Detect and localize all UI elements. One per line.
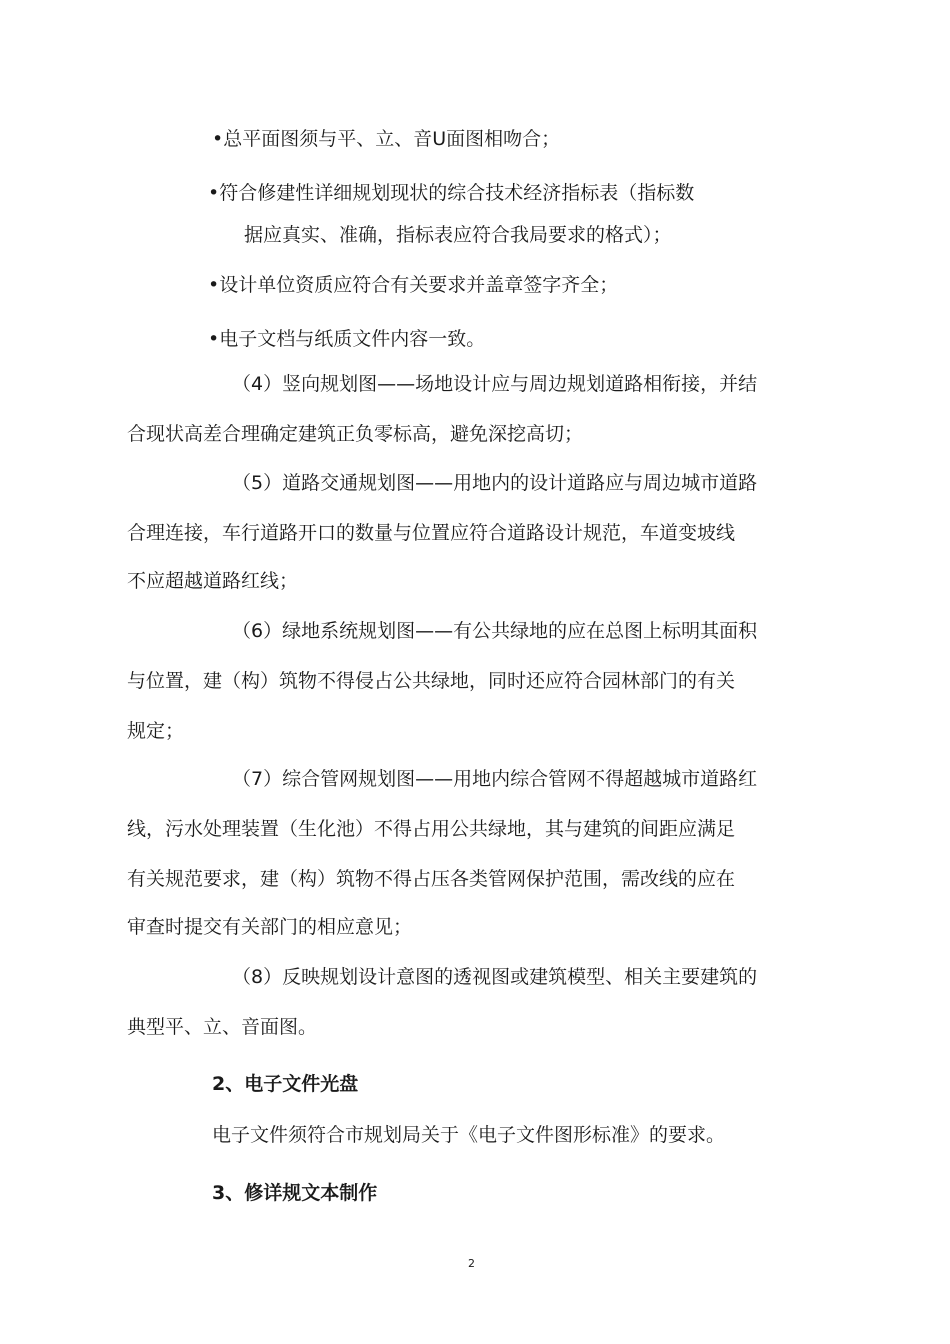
section-heading: 2、电子文件光盘 [212,1073,359,1095]
bullet-item: •电子文档与纸质文件内容一致。 [208,328,486,350]
page-number: 2 [468,1257,475,1270]
paragraph-line: （8）反映规划设计意图的透视图或建筑模型、相关主要建筑的 [232,966,758,988]
paragraph-line: （5）道路交通规划图——用地内的设计道路应与周边城市道路 [232,472,758,494]
paragraph-line: 与位置，建（构）筑物不得侵占公共绿地，同时还应符合园林部门的有关 [127,670,736,692]
bullet-item: •设计单位资质应符合有关要求并盖章签字齐全； [208,274,619,296]
bullet-item-continuation: 据应真实、准确，指标表应符合我局要求的格式）； [244,224,672,246]
paragraph-line: （6）绿地系统规划图——有公共绿地的应在总图上标明其面积 [232,620,758,642]
paragraph-line: （7）综合管网规划图——用地内综合管网不得超越城市道路红 [232,768,758,790]
paragraph-line: 有关规范要求，建（构）筑物不得占压各类管网保护范围，需改线的应在 [127,868,736,890]
paragraph-line: 规定； [127,720,185,742]
paragraph-line: （4）竖向规划图——场地设计应与周边规划道路相衔接，并结 [232,373,758,395]
paragraph-line: 典型平、立、音面图。 [127,1016,318,1038]
section-heading: 3、修详规文本制作 [212,1182,378,1204]
bullet-item: •总平面图须与平、立、音U面图相吻合； [212,128,561,150]
paragraph-line: 审查时提交有关部门的相应意见； [127,916,413,938]
paragraph-line: 不应超越道路红线； [127,570,299,592]
paragraph-line: 线，污水处理装置（生化池）不得占用公共绿地，其与建筑的间距应满足 [127,818,736,840]
paragraph-line: 合理连接，车行道路开口的数量与位置应符合道路设计规范，车道变坡线 [127,522,736,544]
bullet-item: •符合修建性详细规划现状的综合技术经济指标表（指标数 [208,182,695,204]
section-body: 电子文件须符合市规划局关于《电子文件图形标准》的要求。 [212,1124,726,1146]
paragraph-line: 合现状高差合理确定建筑正负零标高，避免深挖高切； [127,423,584,445]
